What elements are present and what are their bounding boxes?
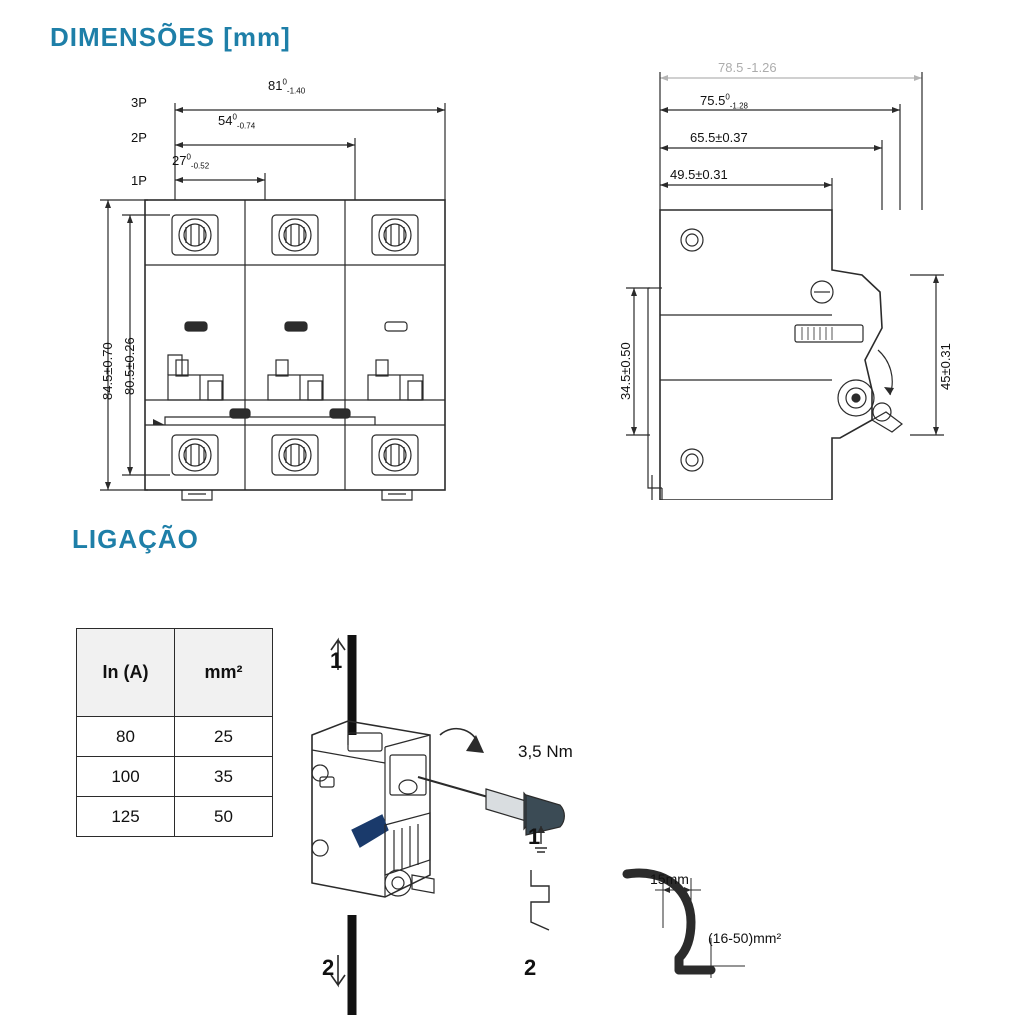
dimension-34-5: 34.5±0.50 — [618, 342, 633, 400]
dimension-49-5: 49.5±0.31 — [670, 167, 728, 182]
table-row — [77, 797, 273, 837]
wire-size-table — [76, 628, 273, 837]
pole-label-1p: 1P — [131, 173, 147, 188]
dimension-54: $54^0_{-0.74}$ — [218, 112, 256, 131]
pole-label-3p: 3P — [131, 95, 147, 110]
dimension-80-5: 80.5±0.26 — [122, 337, 137, 395]
dimension-81: $81^0_{-1.40}$ — [268, 77, 306, 96]
section-title-dimensoes: DIMENSÕES [mm] — [50, 22, 291, 52]
wire-detail-drawing — [515, 818, 855, 1018]
dimension-65-5: 65.5±0.37 — [690, 130, 748, 145]
table-row — [77, 717, 273, 757]
detail-number-2: 2 — [524, 955, 537, 980]
table-cell-section: 35 — [175, 757, 273, 797]
strip-length-label: 15mm — [650, 871, 689, 887]
table-cell-current: 100 — [77, 757, 175, 797]
table-header-section: mm² — [175, 629, 273, 717]
table-header-current: In (A) — [77, 629, 175, 717]
table-header-row — [77, 629, 273, 717]
dimension-78-5: 78.5 -1.26 — [718, 60, 777, 75]
dimension-27: $27^0_{-0.52}$ — [172, 152, 210, 171]
pole-label-2p: 2P — [131, 130, 147, 145]
dimension-45: 45±0.31 — [938, 343, 953, 390]
detail-number-1: 1 — [528, 824, 541, 849]
table-cell-current: 125 — [77, 797, 175, 837]
table-cell-section: 25 — [175, 717, 273, 757]
dimension-75-5: $75.5^0_{-1.28}$ — [700, 92, 748, 111]
table-cell-section: 50 — [175, 797, 273, 837]
torque-label: 3,5 Nm — [518, 742, 573, 761]
dimension-84-5: 84.5±0.70 — [100, 342, 115, 400]
terminal-number-bottom: 2 — [322, 955, 335, 980]
front-view-drawing — [90, 75, 560, 505]
terminal-number-top: 1 — [330, 648, 343, 673]
wire-range-label: (16-50)mm² — [708, 930, 782, 946]
section-title-ligacao: LIGAÇÃO — [72, 524, 199, 554]
side-view-drawing — [610, 60, 970, 500]
table-row — [77, 757, 273, 797]
table-cell-current: 80 — [77, 717, 175, 757]
